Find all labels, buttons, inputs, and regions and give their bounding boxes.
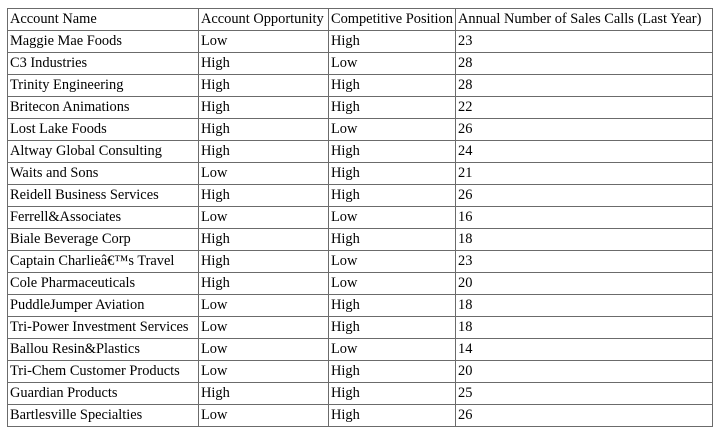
competitive-position-cell: High xyxy=(329,141,456,163)
competitive-position-cell: High xyxy=(329,163,456,185)
account-name-cell: Trinity Engineering xyxy=(8,75,199,97)
account-opportunity-cell: High xyxy=(199,229,329,251)
account-opportunity-cell: Low xyxy=(199,361,329,383)
account-name-cell: Bartlesville Specialties xyxy=(8,405,199,427)
competitive-position-cell: High xyxy=(329,317,456,339)
competitive-position-cell: High xyxy=(329,383,456,405)
table-row xyxy=(8,207,713,229)
competitive-position-cell: Low xyxy=(329,119,456,141)
competitive-position-cell: Low xyxy=(329,251,456,273)
table-row xyxy=(8,229,713,251)
table-row xyxy=(8,251,713,273)
account-opportunity-cell: High xyxy=(199,53,329,75)
table-row xyxy=(8,31,713,53)
account-name-cell: PuddleJumper Aviation xyxy=(8,295,199,317)
account-opportunity-cell: High xyxy=(199,75,329,97)
table-row xyxy=(8,53,713,75)
table-row xyxy=(8,317,713,339)
account-opportunity-cell: Low xyxy=(199,207,329,229)
competitive-position-cell: High xyxy=(329,75,456,97)
account-name-cell: Altway Global Consulting xyxy=(8,141,199,163)
account-opportunity-cell: Low xyxy=(199,405,329,427)
competitive-position-cell: Low xyxy=(329,53,456,75)
sales-calls-cell: 20 xyxy=(456,361,713,383)
competitive-position-cell: Low xyxy=(329,273,456,295)
sales-calls-cell: 24 xyxy=(456,141,713,163)
table-body xyxy=(8,31,713,427)
sales-calls-cell: 18 xyxy=(456,295,713,317)
account-name-cell: Lost Lake Foods xyxy=(8,119,199,141)
table-row xyxy=(8,141,713,163)
table-row xyxy=(8,383,713,405)
sales-calls-cell: 26 xyxy=(456,185,713,207)
competitive-position-cell: High xyxy=(329,361,456,383)
table-row xyxy=(8,295,713,317)
header-account-opportunity: Account Opportunity xyxy=(199,9,329,31)
sales-calls-cell: 25 xyxy=(456,383,713,405)
account-name-cell: Tri-Power Investment Services xyxy=(8,317,199,339)
table-row xyxy=(8,273,713,295)
sales-calls-cell: 23 xyxy=(456,31,713,53)
header-annual-sales-calls: Annual Number of Sales Calls (Last Year) xyxy=(456,9,713,31)
competitive-position-cell: High xyxy=(329,185,456,207)
table-row xyxy=(8,119,713,141)
account-opportunity-cell: High xyxy=(199,141,329,163)
competitive-position-cell: High xyxy=(329,295,456,317)
account-opportunity-cell: Low xyxy=(199,295,329,317)
table-row xyxy=(8,361,713,383)
table-row xyxy=(8,75,713,97)
competitive-position-cell: High xyxy=(329,229,456,251)
header-account-name: Account Name xyxy=(8,9,199,31)
competitive-position-cell: Low xyxy=(329,207,456,229)
sales-calls-cell: 16 xyxy=(456,207,713,229)
sales-calls-cell: 28 xyxy=(456,53,713,75)
account-name-cell: Britecon Animations xyxy=(8,97,199,119)
competitive-position-cell: Low xyxy=(329,339,456,361)
table-row xyxy=(8,185,713,207)
header-row xyxy=(8,9,713,31)
sales-calls-cell: 26 xyxy=(456,119,713,141)
sales-calls-cell: 20 xyxy=(456,273,713,295)
competitive-position-cell: High xyxy=(329,31,456,53)
account-name-cell: Reidell Business Services xyxy=(8,185,199,207)
account-opportunity-cell: Low xyxy=(199,31,329,53)
account-opportunity-cell: High xyxy=(199,383,329,405)
table-row xyxy=(8,339,713,361)
sales-accounts-table xyxy=(7,8,713,427)
table-row xyxy=(8,405,713,427)
account-name-cell: Ballou Resin&Plastics xyxy=(8,339,199,361)
sales-calls-cell: 18 xyxy=(456,229,713,251)
header-competitive-position: Competitive Position xyxy=(329,9,456,31)
account-name-cell: Captain Charlieâ€™s Travel xyxy=(8,251,199,273)
account-name-cell: Tri-Chem Customer Products xyxy=(8,361,199,383)
account-name-cell: Ferrell&Associates xyxy=(8,207,199,229)
account-opportunity-cell: Low xyxy=(199,339,329,361)
sales-calls-cell: 14 xyxy=(456,339,713,361)
account-name-cell: Waits and Sons xyxy=(8,163,199,185)
account-opportunity-cell: Low xyxy=(199,163,329,185)
sales-calls-cell: 26 xyxy=(456,405,713,427)
account-opportunity-cell: High xyxy=(199,119,329,141)
sales-calls-cell: 22 xyxy=(456,97,713,119)
account-name-cell: Cole Pharmaceuticals xyxy=(8,273,199,295)
account-name-cell: C3 Industries xyxy=(8,53,199,75)
sales-calls-cell: 18 xyxy=(456,317,713,339)
table-row xyxy=(8,163,713,185)
competitive-position-cell: High xyxy=(329,97,456,119)
account-opportunity-cell: High xyxy=(199,97,329,119)
account-opportunity-cell: Low xyxy=(199,317,329,339)
sales-calls-cell: 23 xyxy=(456,251,713,273)
competitive-position-cell: High xyxy=(329,405,456,427)
account-name-cell: Biale Beverage Corp xyxy=(8,229,199,251)
account-opportunity-cell: High xyxy=(199,185,329,207)
table-row xyxy=(8,97,713,119)
sales-calls-cell: 21 xyxy=(456,163,713,185)
account-name-cell: Maggie Mae Foods xyxy=(8,31,199,53)
account-opportunity-cell: High xyxy=(199,273,329,295)
account-opportunity-cell: High xyxy=(199,251,329,273)
account-name-cell: Guardian Products xyxy=(8,383,199,405)
sales-calls-cell: 28 xyxy=(456,75,713,97)
